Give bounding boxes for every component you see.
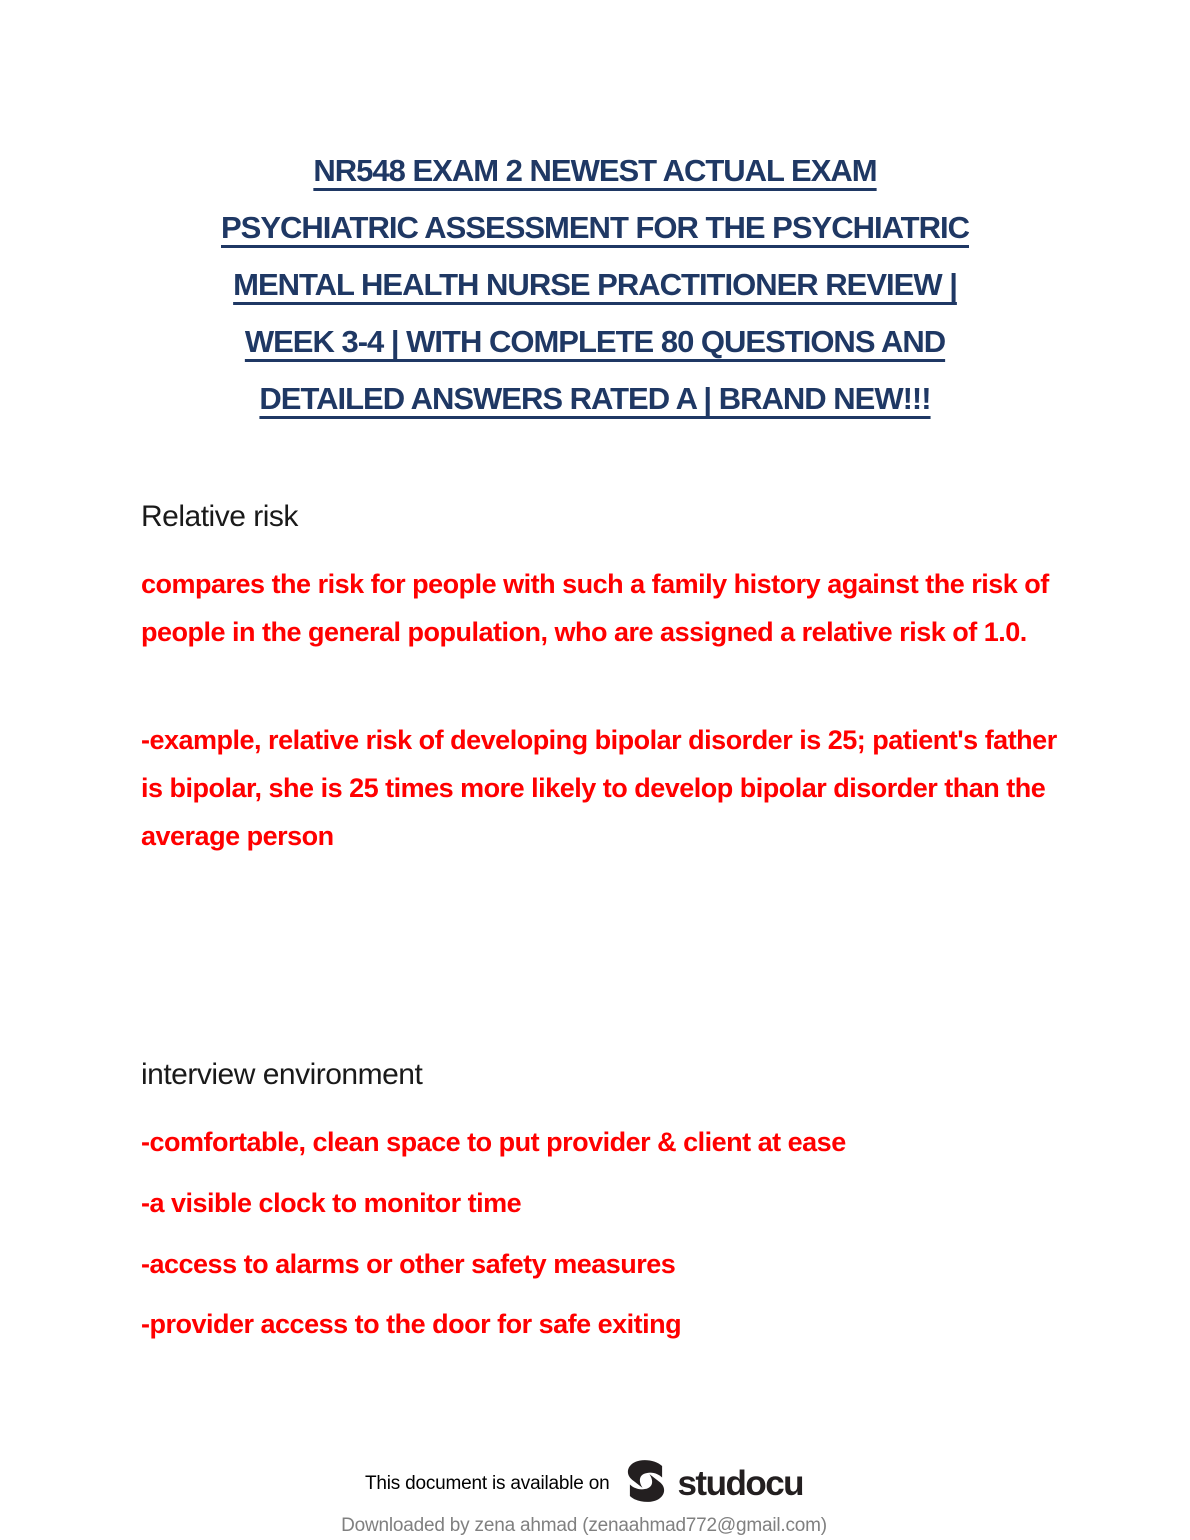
studocu-logo-icon	[623, 1458, 669, 1509]
title-line-1: NR548 EXAM 2 NEWEST ACTUAL EXAM	[313, 153, 877, 188]
title-line-2: PSYCHIATRIC ASSESSMENT FOR THE PSYCHIATRIC	[221, 210, 969, 245]
document-title	[120, 142, 1070, 427]
footer-availability-row	[365, 1458, 803, 1509]
studocu-brand[interactable]	[623, 1458, 803, 1509]
term-interview-environment: interview environment	[141, 1058, 423, 1091]
title-line-3: MENTAL HEALTH NURSE PRACTITIONER REVIEW |	[233, 267, 957, 302]
definition-paragraph: -provider access to the door for safe exiting	[141, 1309, 682, 1339]
term-relative-risk: Relative risk	[141, 500, 298, 533]
studocu-footer	[0, 1458, 1168, 1537]
availability-text: This document is available on	[364, 1472, 610, 1494]
download-attribution: Downloaded by zena ahmad (zenaahmad772@gmail.com)	[341, 1515, 827, 1536]
definition-paragraph: -access to alarms or other safety measures	[141, 1249, 676, 1279]
definition-paragraph: -comfortable, clean space to put provider & client at ease	[141, 1127, 846, 1157]
title-line-5: DETAILED ANSWERS RATED A | BRAND NEW!!!	[259, 381, 931, 416]
definition-paragraph: -a visible clock to monitor time	[141, 1188, 522, 1218]
definition-paragraph: compares the risk for people with such a family history against the risk of people in the general population, who are assigned a relative risk of 1.0.	[141, 569, 1049, 647]
studocu-wordmark: studocu	[677, 1463, 804, 1503]
definition-paragraph: -example, relative risk of developing bipolar disorder is 25; patient's father is bipolar, she is 25 times more likely to develop bipolar disorder than the average person	[141, 725, 1057, 851]
title-line-4: WEEK 3-4 | WITH COMPLETE 80 QUESTIONS AND	[244, 324, 946, 359]
